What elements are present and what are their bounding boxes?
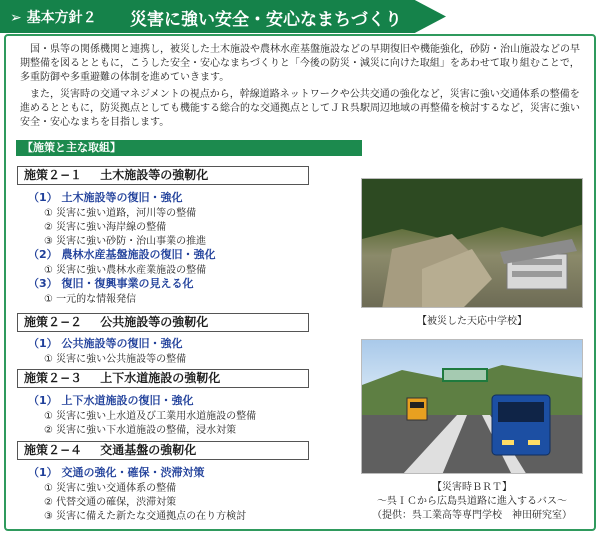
brt-illustration [362, 340, 583, 474]
list-item: ① 災害に強い上水道及び工業用水道施設の整備 [44, 411, 257, 422]
measure-box [17, 369, 309, 388]
list-item: ③ 災害に強い砂防・治山事業の推進 [44, 236, 207, 247]
list-item: ② 代替交通の確保，渋滞対策 [44, 497, 177, 508]
measure-id: 施策２−４ [24, 443, 83, 457]
list-item: ① 災害に強い農林水産業施設の整備 [44, 265, 207, 276]
measure-id: 施策２−１ [24, 168, 83, 182]
policy-band: 【施策と主な取組】 [16, 140, 362, 156]
measure-box [17, 441, 309, 460]
photo2-subcaption-2: （提供：呉工業高等専門学校 神田研究室） [372, 510, 572, 521]
sub-heading: （1） 土木施設等の復旧・強化 [28, 191, 183, 204]
measure-id: 施策２−２ [24, 315, 83, 329]
header-label: ➢ 基本方針２ [10, 10, 97, 26]
intro-paragraph-2: また，災害時の交通マネジメントの視点から，幹線道路ネットワークや公共交通の強化など，災害に強い交通体系の整備を進めるとともに，防災拠点としても機能する総合的な交通拠点としてＪＲ呉駅周辺地域の再整備を検討するなど，災害に強い安全・安心なまちを目指します。 [20, 89, 580, 128]
measure-id: 施策２−３ [24, 371, 83, 385]
measure-title: 交通基盤の強靭化 [100, 443, 197, 457]
sub-heading: （3） 復旧・復興事業の見える化 [28, 277, 194, 290]
list-item: ① 災害に強い道路，河川等の整備 [44, 208, 197, 219]
list-item: ③ 災害に備えた新たな交通拠点の在り方検討 [44, 511, 247, 522]
photo1-caption: 【被災した天応中学校】 [417, 316, 527, 327]
list-item: ① 災害に強い交通体系の整備 [44, 483, 177, 494]
damaged-school-photo [361, 178, 583, 308]
measure-box [17, 313, 309, 332]
sub-heading: （2） 農林水産基盤施設の復旧・強化 [28, 248, 216, 261]
list-item: ② 災害に強い海岸線の整備 [44, 222, 167, 233]
content-frame [4, 34, 596, 531]
list-item: ① 災害に強い公共施設等の整備 [44, 354, 187, 365]
damaged-school-illustration [362, 179, 583, 308]
sub-heading: （1） 公共施設等の復旧・強化 [28, 337, 183, 350]
list-item: ② 災害に強い下水道施設の整備，浸水対策 [44, 425, 237, 436]
header-title: 災害に強い安全・安心なまちづくり [130, 10, 402, 30]
measure-title: 公共施設等の強靭化 [100, 315, 209, 329]
photo2-subcaption-1: 〜呉ＩＣから広島呉道路に進入するバス〜 [377, 496, 567, 507]
measure-title: 土木施設等の強靭化 [100, 168, 209, 182]
sub-heading: （1） 上下水道施設の復旧・強化 [28, 394, 194, 407]
photo2-caption: 【災害時ＢＲＴ】 [432, 482, 512, 493]
disaster-brt-photo [361, 339, 583, 474]
list-item: ① 一元的な情報発信 [44, 294, 137, 305]
measure-title: 上下水道施設の強靭化 [100, 371, 221, 385]
intro-paragraph-1: 国・県等の関係機関と連携し，被災した土木施設や農林水産基盤施設などの早期復旧や機能強化，砂防・治山施設などの早期整備を図るとともに，こうした安全・安心なまちづくりと「今後の防災・減災に向けた取組」をあわせて取り組むことで，多重防御や多重避難の体制を進めていきます。 [20, 44, 580, 83]
sub-heading: （1） 交通の強化・確保・渋滞対策 [28, 466, 205, 479]
measure-box [17, 166, 309, 185]
